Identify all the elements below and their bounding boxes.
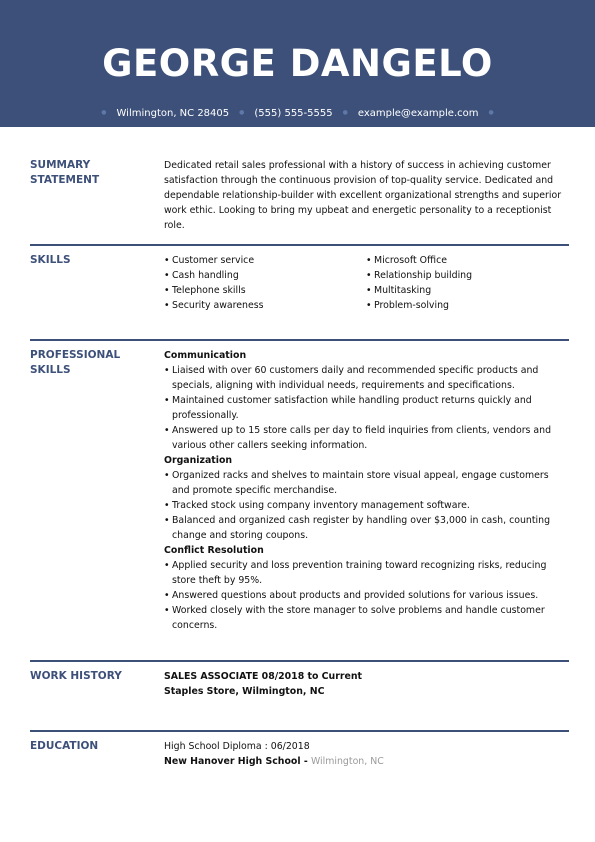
list-item: • Answered questions about products and provided solutions for various issues. xyxy=(164,588,569,603)
skill-item: • Relationship building xyxy=(366,268,568,283)
skill-item: • Multitasking xyxy=(366,283,568,298)
skill-item: • Cash handling xyxy=(164,268,366,283)
work-history-section xyxy=(30,669,569,709)
list-item: • Worked closely with the store manager to solve problems and handle customer concerns. xyxy=(164,603,569,633)
section-divider xyxy=(30,244,569,246)
skill-group-heading: Conflict Resolution xyxy=(164,545,264,556)
resume-header xyxy=(0,0,595,127)
section-title: EDUCATION xyxy=(30,740,99,752)
skills-columns xyxy=(164,253,569,313)
contact-location: Wilmington, NC 28405 xyxy=(116,108,230,119)
degree-line: High School Diploma : 06/2018 xyxy=(164,741,310,752)
summary-section xyxy=(30,158,569,231)
section-title: WORK HISTORY xyxy=(30,670,122,682)
contact-email[interactable]: example@example.com xyxy=(357,108,479,119)
school-line xyxy=(164,754,569,769)
bullet-dot-icon: ● xyxy=(239,109,245,116)
section-divider xyxy=(30,730,569,732)
education-section xyxy=(30,739,569,779)
skill-item: • Telephone skills xyxy=(164,283,366,298)
list-item: • Tracked stock using company inventory management software. xyxy=(164,498,569,513)
candidate-name: GEORGE DANGELO xyxy=(102,42,493,85)
skills-list-right xyxy=(366,253,568,313)
contact-phone: (555) 555-5555 xyxy=(254,108,333,119)
section-title: SUMMARY STATEMENT xyxy=(30,159,100,186)
job-employer: Staples Store, Wilmington, NC xyxy=(164,686,325,697)
professional-skills-body xyxy=(164,348,569,633)
section-title: PROFESSIONAL SKILLS xyxy=(30,349,121,376)
bullet-dot-icon: ● xyxy=(488,109,494,116)
separator: - xyxy=(300,756,311,767)
school-location: Wilmington, NC xyxy=(310,756,384,767)
list-item: • Balanced and organized cash register by handling over $3,000 in cash, counting change and storing coupons. xyxy=(164,513,569,543)
skill-item: • Microsoft Office xyxy=(366,253,568,268)
skill-item: • Security awareness xyxy=(164,298,366,313)
bullet-dot-icon: ● xyxy=(101,109,107,116)
list-item: • Organized racks and shelves to maintain store visual appeal, engage customers and promote specific merchandise. xyxy=(164,468,569,498)
list-item: • Applied security and loss prevention training toward recognizing risks, reducing store theft by 95%. xyxy=(164,558,569,588)
professional-skills-section xyxy=(30,348,569,648)
bullet-dot-icon: ● xyxy=(342,109,348,116)
list-item: • Liaised with over 60 customers daily and recommended specific products and specials, aligning with individual needs, requirements and specifications. xyxy=(164,363,569,393)
skill-item: • Customer service xyxy=(164,253,366,268)
section-divider xyxy=(30,339,569,341)
section-title: SKILLS xyxy=(30,254,71,266)
education-body xyxy=(164,739,569,769)
skill-group-list xyxy=(164,363,569,453)
skill-group-heading: Communication xyxy=(164,350,247,361)
school-name: New Hanover High School xyxy=(164,756,301,767)
contact-line xyxy=(0,106,595,121)
skills-list-left xyxy=(164,253,366,313)
skill-item: • Problem-solving xyxy=(366,298,568,313)
summary-text: Dedicated retail sales professional with a history of success in achieving customer satisfaction through the continuous provision of top-quality service. Dedicated and dependable relationship-builder with excellent organizational strengths and superior work ethic. Looking to bring my upbeat and energetic personality to a receptionist role. xyxy=(164,160,562,231)
list-item: • Maintained customer satisfaction while handling product returns quickly and professionally. xyxy=(164,393,569,423)
work-history-body xyxy=(164,669,569,699)
section-divider xyxy=(30,660,569,662)
skill-group-list xyxy=(164,558,569,633)
skill-group-heading: Organization xyxy=(164,455,233,466)
skills-section xyxy=(30,253,569,323)
list-item: • Answered up to 15 store calls per day to field inquiries from clients, vendors and various other callers seeking information. xyxy=(164,423,569,453)
job-title: SALES ASSOCIATE 08/2018 to Current xyxy=(164,671,362,682)
skill-group-list xyxy=(164,468,569,543)
